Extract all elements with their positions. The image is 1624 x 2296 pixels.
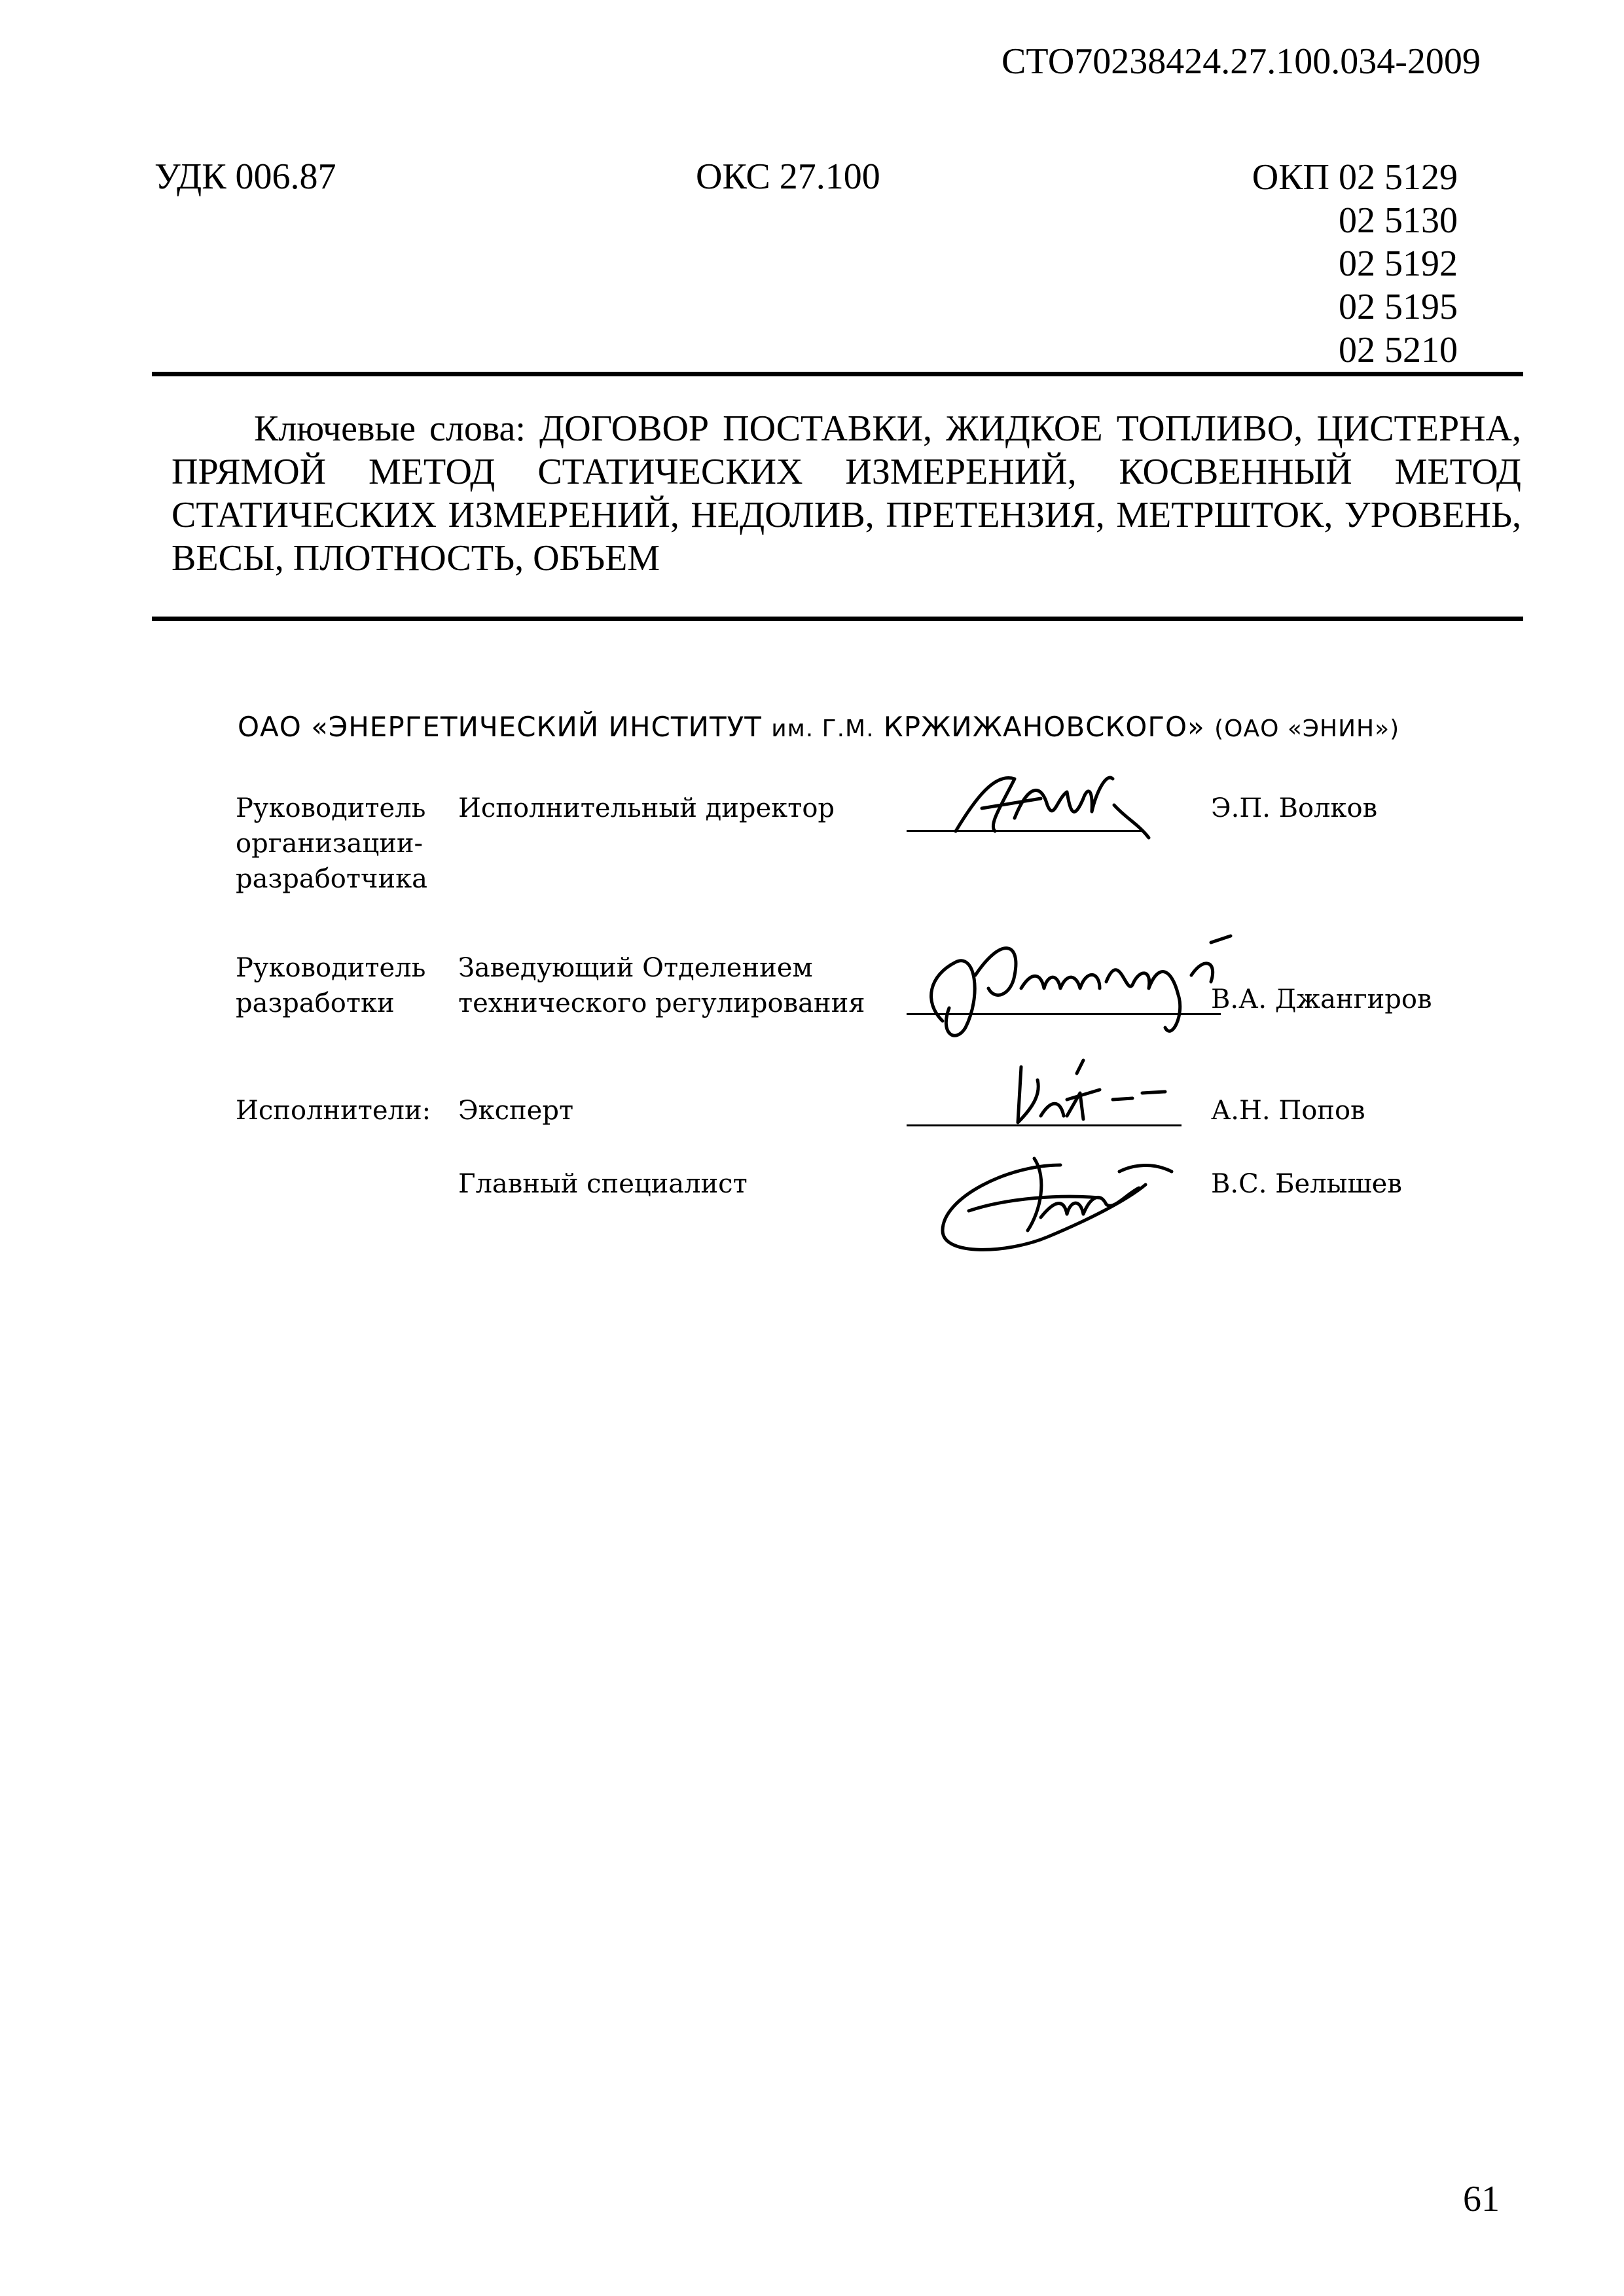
org-name-part3: КРЖИЖАНОВСКОГО»	[883, 711, 1205, 743]
organization-name	[238, 711, 1399, 743]
signatory-1-signature	[943, 759, 1152, 851]
signatory-1-name: Э.П. Волков	[1211, 793, 1378, 823]
signatory-2-signature	[903, 916, 1244, 1047]
keywords-block	[171, 407, 1521, 580]
signatory-2-role: Руководитель разработки	[236, 953, 426, 1018]
signatory-4-signature	[929, 1139, 1191, 1263]
signatory-1-title: Исполнительный директор	[458, 793, 835, 823]
signatory-3-role: Исполнители:	[236, 1096, 431, 1126]
org-name-part4: (ОАО «ЭНИН»)	[1214, 715, 1400, 742]
signatory-2-name: В.А. Джангиров	[1211, 984, 1432, 1014]
okp-line-2: 02 5130	[1339, 200, 1458, 241]
okp-line-4: 02 5195	[1339, 287, 1458, 327]
okp-line-3: 02 5192	[1339, 243, 1458, 284]
signatory-3-signature	[1001, 1054, 1172, 1139]
udk-code: УДК 006.87	[154, 156, 336, 197]
bottom-divider	[152, 617, 1523, 621]
top-divider	[152, 372, 1523, 376]
oks-code: ОКС 27.100	[696, 156, 880, 197]
signatory-4-title: Главный специалист	[458, 1169, 748, 1199]
standard-number: СТО70238424.27.100.034-2009	[1001, 41, 1481, 82]
okp-line-5: 02 5210	[1339, 330, 1458, 370]
org-name-part2: им. Г.М.	[771, 715, 875, 742]
okp-line-1: ОКП 02 5129	[1252, 157, 1458, 198]
okp-codes	[1234, 156, 1458, 372]
org-name-part1: ОАО «ЭНЕРГЕТИЧЕСКИЙ ИНСТИТУТ	[238, 711, 762, 743]
signatory-2-title: Заведующий Отделением технического регулирования	[458, 953, 865, 1018]
keywords-text: ДОГОВОР ПОСТАВКИ, ЖИДКОЕ ТОПЛИВО, ЦИСТЕРНА, ПРЯМОЙ МЕТОД СТАТИЧЕСКИХ ИЗМЕРЕНИЙ, КОСВЕННЫЙ МЕТОД СТАТИЧЕСКИХ ИЗМЕРЕНИЙ, НЕДОЛИВ, ПРЕТЕНЗИЯ, МЕТРШТОК, УРОВЕНЬ, ВЕСЫ, ПЛОТНОСТЬ, ОБЪЕМ	[171, 408, 1521, 579]
page-number: 61	[1463, 2179, 1500, 2219]
signatory-1-role: Руководитель организации- разработчика	[236, 793, 427, 894]
signatory-3-name: А.Н. Попов	[1211, 1096, 1365, 1126]
signatory-4-name: В.С. Белышев	[1211, 1169, 1402, 1199]
keywords-label: Ключевые слова:	[254, 408, 526, 449]
signatory-3-title: Эксперт	[458, 1096, 574, 1126]
